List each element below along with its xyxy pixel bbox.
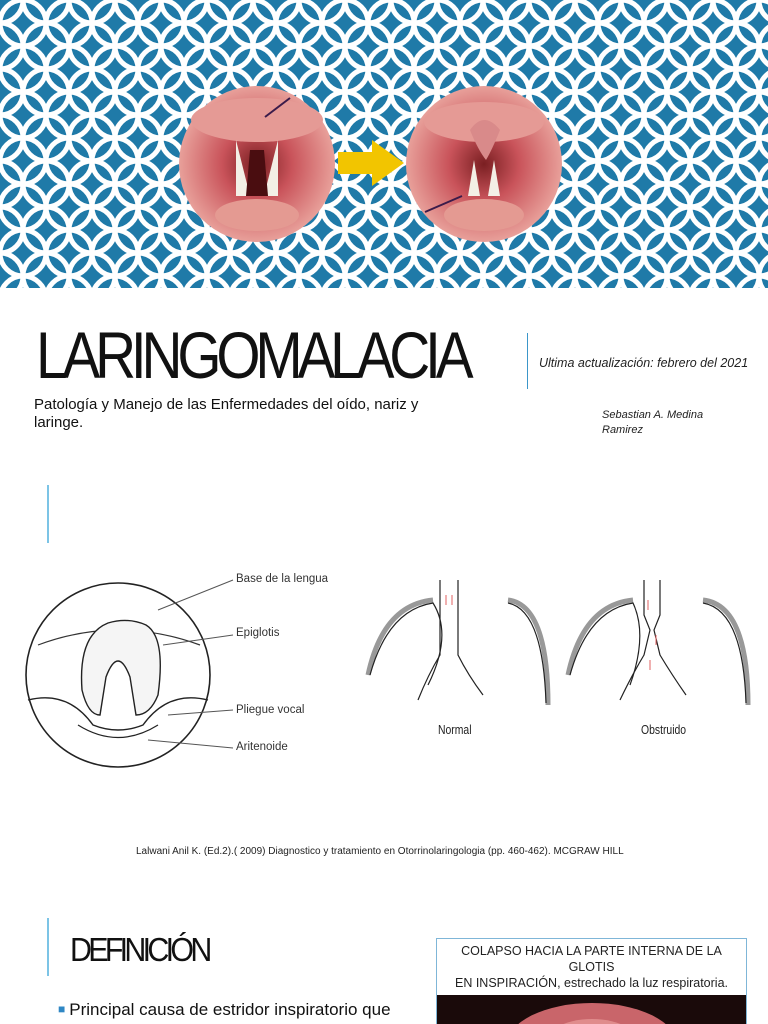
label-normal: Normal	[438, 722, 472, 737]
last-updated-text: Ultima actualización: febrero del 2021	[539, 356, 749, 370]
section-accent-bar	[47, 485, 49, 543]
bullet-icon: ■	[58, 1002, 66, 1016]
callout-line-1: COLAPSO HACIA LA PARTE INTERNA DE LA GLOTIS	[461, 944, 722, 974]
author-name: Sebastian A. Medina Ramirez	[602, 409, 704, 434]
label-obstruido: Obstruido	[641, 722, 687, 737]
bullet-text: Principal causa de estridor inspiratorio que	[69, 1000, 391, 1019]
obstructed-airway	[568, 580, 748, 705]
endoscopy-image	[437, 995, 747, 1024]
header-banner-image	[0, 0, 768, 288]
label-pliegue-vocal: Pliegue vocal	[236, 704, 305, 716]
citation: Lalwani Anil K. (Ed.2).( 2009) Diagnostico y tratamiento en Otorrinolaringologia (pp. 460-462). MCGRAW HILL	[136, 846, 624, 857]
page-title: LARINGOMALACIA	[36, 318, 469, 392]
subtitle: Patología y Manejo de las Enfermedades del oído, nariz y laringe.	[34, 396, 419, 431]
label-aritenoide: Aritenoide	[236, 741, 288, 753]
callout-line-2: EN INSPIRACIÓN, estrechado la luz respiratoria.	[454, 976, 729, 990]
section-title-definicion: DEFINICIÓN	[70, 931, 209, 968]
label-base-lengua: Base de la lengua	[236, 573, 329, 585]
normal-airway	[368, 580, 548, 705]
divider	[527, 333, 528, 389]
larynx-anatomy-diagram	[18, 565, 348, 775]
callout-box	[436, 938, 747, 1024]
airway-comparison-diagram	[358, 575, 753, 745]
section-accent-bar	[47, 918, 49, 976]
label-epiglotis: Epiglotis	[236, 627, 280, 639]
collapsed-larynx-illustration	[406, 86, 562, 242]
normal-larynx-illustration	[179, 86, 335, 242]
bullet-item	[58, 1000, 418, 1020]
callout-text	[437, 943, 746, 991]
